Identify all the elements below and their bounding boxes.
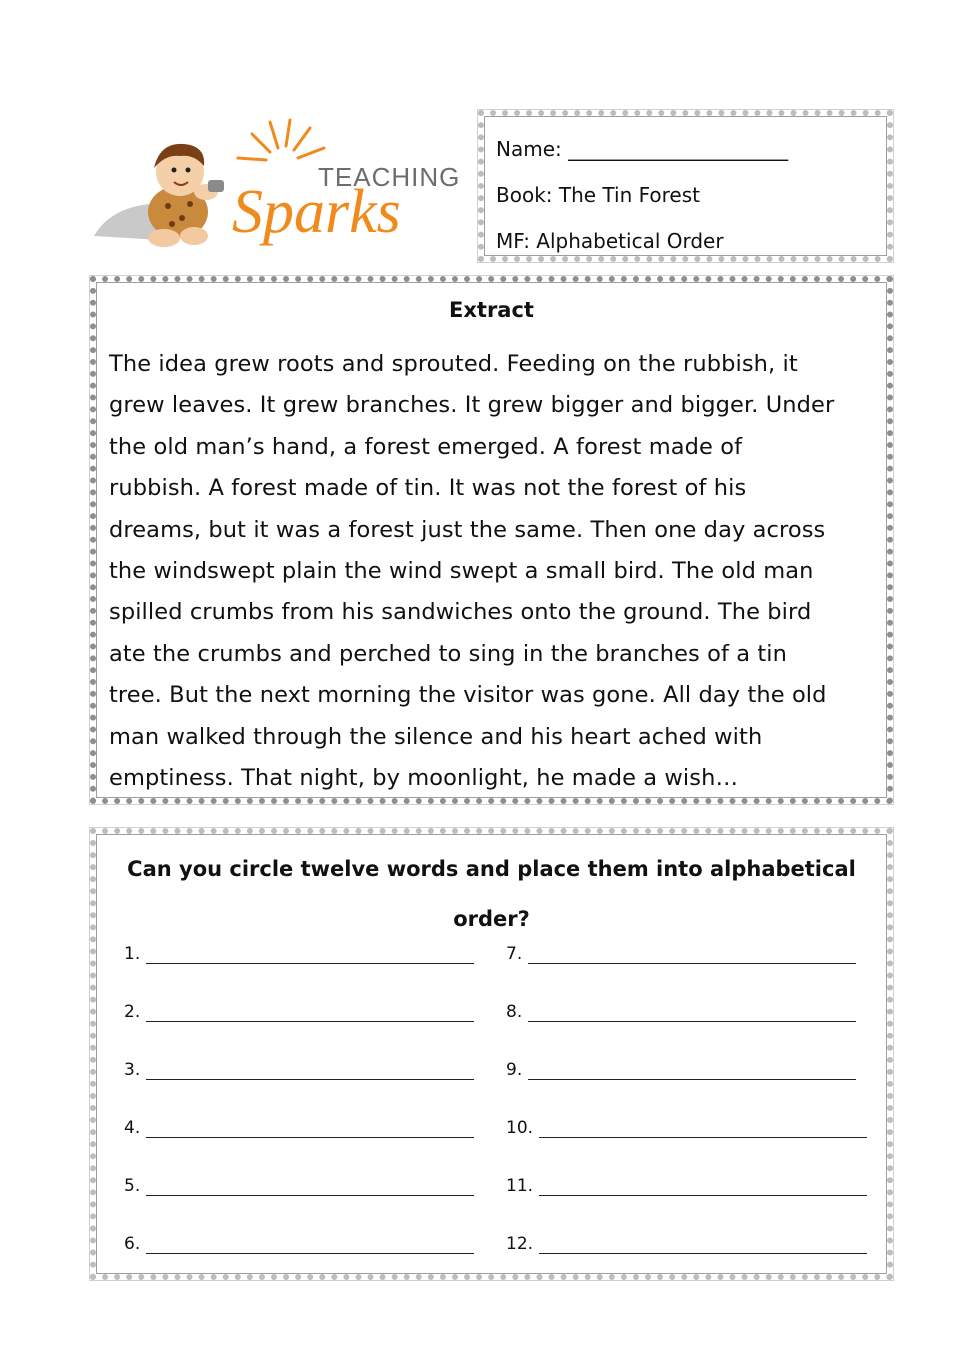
svg-text:TEACHING: TEACHING [318,162,461,192]
answer-line[interactable] [146,1119,474,1138]
extract-line: The idea grew roots and sprouted. Feeding on the rubbish, it [109,351,798,377]
answer-slot[interactable] [506,1234,867,1254]
answer-row [118,1060,878,1118]
extract-line: emptiness. That night, by moonlight, he made a wish… [109,765,739,792]
answer-number: 10. [506,1118,534,1138]
answer-line[interactable] [146,1061,474,1080]
extract-line: the windswept plain the wind swept a small bird. The old man [109,558,814,585]
answer-line[interactable] [146,945,474,964]
answer-slot[interactable] [506,944,856,964]
extract-line: ate the crumbs and perched to sing in the branches of a tin [109,640,787,667]
answer-number: 9. [506,1060,523,1080]
answer-row [118,1234,878,1292]
answer-number: 5. [124,1176,141,1196]
question-box [90,828,893,1280]
question-line: order? [453,907,530,931]
answer-number: 8. [506,1002,523,1022]
answer-line[interactable] [528,1003,856,1022]
answer-slot[interactable] [506,1060,856,1080]
answer-row [118,1118,878,1176]
answer-number: 11. [506,1176,534,1196]
extract-line: grew leaves. It grew branches. It grew bigger and bigger. Under [109,392,835,419]
answer-number: 2. [124,1002,141,1022]
extract-box [90,276,893,804]
answer-row [118,944,878,1002]
answer-row [118,1002,878,1060]
answer-slot[interactable] [124,1176,474,1196]
answer-slot[interactable] [124,1002,474,1022]
answer-number: 7. [506,944,523,964]
extract-line: spilled crumbs from his sandwiches onto the ground. The bird [109,599,812,626]
answer-line[interactable] [146,1003,474,1022]
extract-line: tree. But the next morning the visitor was gone. All day the old [109,682,827,709]
answer-slot[interactable] [124,1234,474,1254]
answer-number: 3. [124,1060,141,1080]
focus-label: MF: Alphabetical Order [496,229,724,253]
extract-line: dreams, but it was a forest just the same. Then one day across [109,516,826,543]
answer-line[interactable] [539,1119,867,1138]
teaching-sparks-logo [90,112,462,262]
answer-list [118,944,878,1292]
answer-line[interactable] [539,1177,867,1196]
extract-text [109,344,884,799]
student-info-box [478,110,893,262]
extract-line: rubbish. A forest made of tin. It was not the forest of his [109,475,747,502]
answer-number: 6. [124,1234,141,1254]
answer-number: 4. [124,1118,141,1138]
answer-number: 1. [124,944,141,964]
caveman-mascot-icon [90,112,462,262]
answer-line[interactable] [539,1235,867,1254]
answer-line[interactable] [528,945,856,964]
extract-title: Extract [449,298,534,322]
answer-slot[interactable] [506,1176,867,1196]
answer-line[interactable] [146,1235,474,1254]
question-title [96,844,887,944]
answer-number: 12. [506,1234,534,1254]
book-title: Book: The Tin Forest [496,183,700,207]
answer-line[interactable] [528,1061,856,1080]
answer-slot[interactable] [124,944,474,964]
answer-slot[interactable] [506,1002,856,1022]
svg-text:Sparks: Sparks [232,178,401,246]
answer-slot[interactable] [124,1118,474,1138]
question-line: Can you circle twelve words and place them into alphabetical [127,857,856,881]
name-field[interactable]: Name: ______________________ [496,137,789,161]
answer-slot[interactable] [506,1118,867,1138]
answer-line[interactable] [146,1177,474,1196]
answer-row [118,1176,878,1234]
answer-slot[interactable] [124,1060,474,1080]
extract-line: the old man’s hand, a forest emerged. A forest made of [109,433,743,460]
extract-line: man walked through the silence and his heart ached with [109,723,763,750]
